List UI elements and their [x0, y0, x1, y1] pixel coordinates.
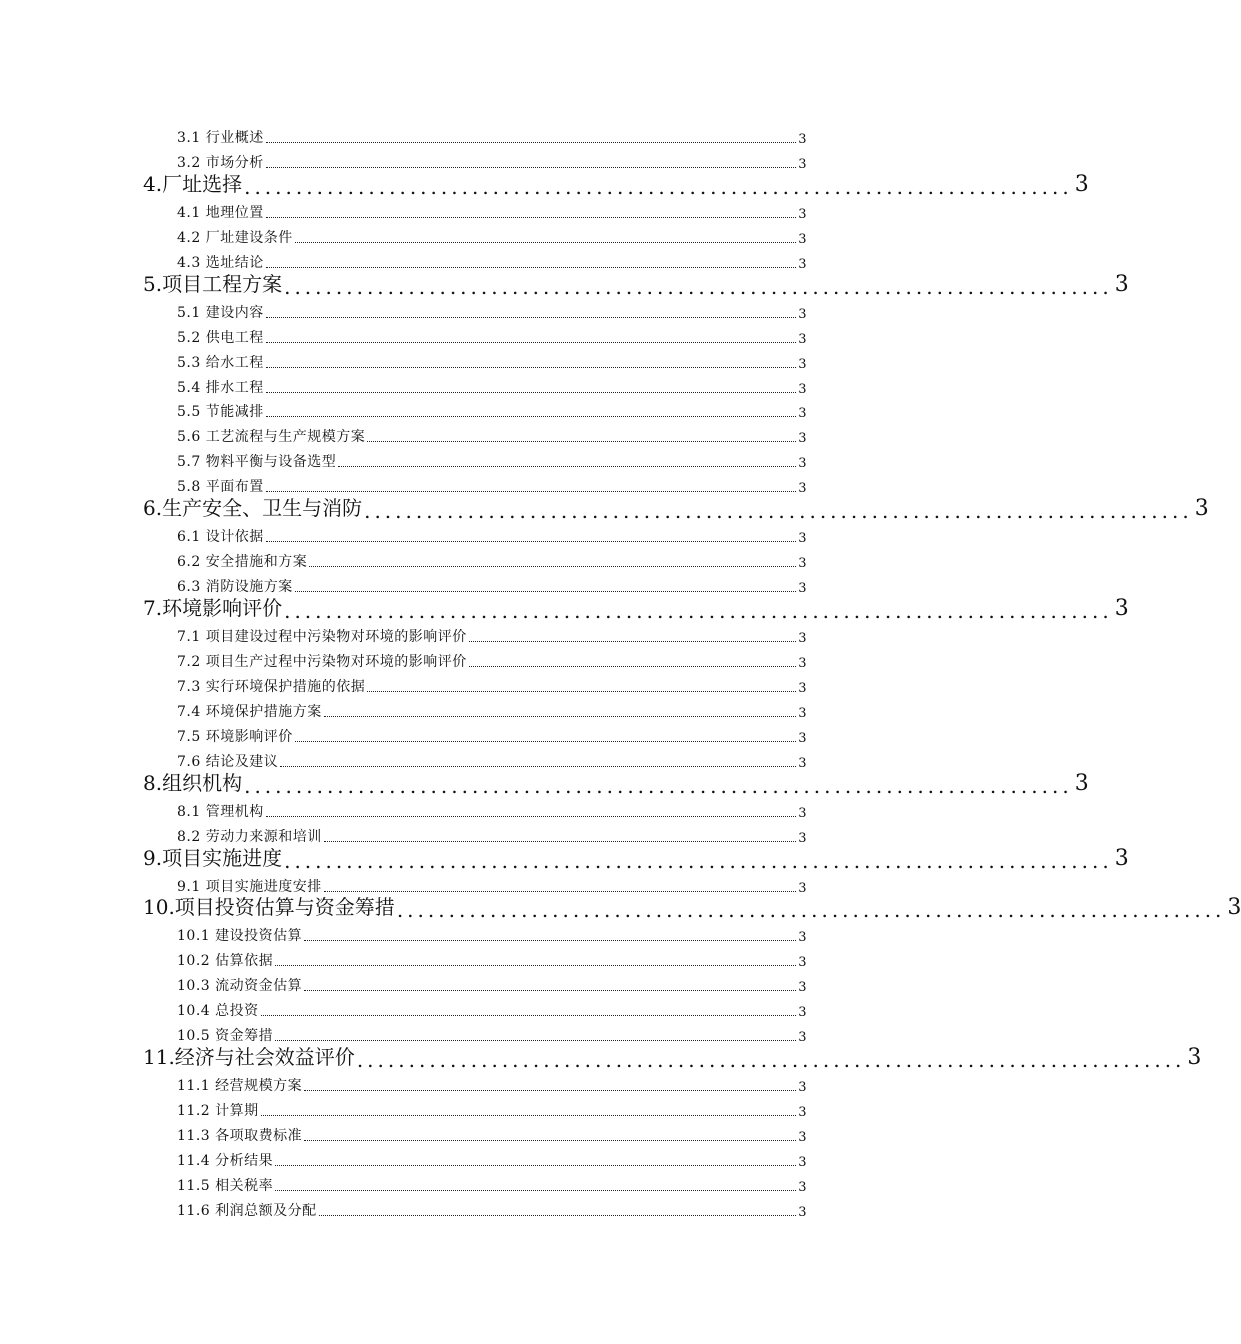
toc-section-entry[interactable]: [177, 1170, 807, 1195]
toc-page-number: 3: [798, 231, 807, 247]
toc-section-entry[interactable]: [177, 396, 807, 421]
toc-page-number: 3: [798, 1105, 807, 1121]
toc-entry-title: 6.1 设计依据: [177, 529, 264, 546]
toc-chapter-entry[interactable]: [143, 845, 1129, 873]
dot-leader: [304, 989, 796, 991]
dot-leader: [295, 241, 797, 243]
toc-section-entry[interactable]: [177, 1070, 807, 1095]
toc-entry-title: 11.1 经营规模方案: [177, 1078, 303, 1095]
toc-section-entry[interactable]: [177, 1145, 807, 1170]
toc-section-entry[interactable]: [177, 147, 807, 172]
toc-section-entry[interactable]: [177, 1095, 807, 1120]
dot-leader: ................................................................................: [396, 898, 1226, 923]
toc-section-entry[interactable]: [177, 122, 807, 147]
dot-leader: ................................................................................: [284, 274, 1113, 299]
toc-page-number: 3: [1227, 895, 1241, 921]
dot-leader: [319, 1214, 797, 1216]
toc-entry-title: 11.5 相关税率: [177, 1177, 274, 1194]
dot-leader: [304, 1089, 796, 1091]
toc-entry-title: 4.3 选址结论: [177, 254, 264, 271]
toc-entry-title: 10.5 资金筹措: [177, 1028, 274, 1045]
dot-leader: ................................................................................: [244, 174, 1073, 199]
toc-entry-title: 3.2 市场分析: [177, 154, 264, 171]
dot-leader: [469, 665, 797, 667]
toc-page-number: 3: [798, 356, 807, 372]
dot-leader: [295, 740, 797, 742]
toc-section-entry[interactable]: [177, 945, 807, 970]
dot-leader: [266, 166, 797, 168]
toc-section-entry[interactable]: [177, 920, 807, 945]
toc-page-number: 3: [798, 431, 807, 447]
toc-page-number: 3: [798, 880, 807, 896]
toc-page-number: 3: [798, 581, 807, 597]
toc-entry-title: 10.项目投资估算与资金筹措: [143, 895, 395, 920]
toc-section-entry[interactable]: [177, 521, 807, 546]
toc-section-entry[interactable]: [177, 322, 807, 347]
toc-chapter-entry[interactable]: [143, 1045, 1202, 1073]
toc-chapter-entry[interactable]: [143, 496, 1209, 524]
toc-entry-title: 6.3 消防设施方案: [177, 579, 293, 596]
toc-entry-title: 6.生产安全、卫生与消防: [143, 496, 363, 521]
toc-page-number: 3: [798, 306, 807, 322]
toc-entry-title: 4.1 地理位置: [177, 204, 264, 221]
toc-section-entry[interactable]: [177, 546, 807, 571]
dot-leader: [309, 565, 796, 567]
toc-page-number: 3: [798, 955, 807, 971]
toc-page-number: 3: [1074, 171, 1089, 197]
toc-page-number: 3: [798, 755, 807, 771]
toc-section-entry[interactable]: [177, 671, 807, 696]
toc-entry-title: 10.4 总投资: [177, 1003, 259, 1020]
dot-leader: [266, 341, 797, 343]
toc-entry-title: 7.2 项目生产过程中污染物对环境的影响评价: [177, 653, 467, 670]
toc-entry-title: 4.2 厂址建设条件: [177, 229, 293, 246]
dot-leader: [266, 216, 797, 218]
toc-entry-title: 10.1 建设投资估算: [177, 928, 303, 945]
dot-leader: [367, 690, 796, 692]
toc-page-number: 3: [798, 980, 807, 996]
toc-entry-title: 11.6 利润总额及分配: [177, 1202, 317, 1219]
toc-page-number: 3: [798, 930, 807, 946]
toc-page-number: 3: [798, 481, 807, 497]
toc-entry-title: 3.1 行业概述: [177, 130, 264, 146]
toc-page-number: 3: [798, 1005, 807, 1021]
toc-page-number: 3: [798, 1204, 807, 1220]
toc-entry-title: 10.3 流动资金估算: [177, 978, 303, 995]
toc-page-number: 3: [1114, 596, 1129, 622]
toc-chapter-entry[interactable]: [143, 596, 1129, 624]
toc-section-entry[interactable]: [177, 1195, 807, 1220]
dot-leader: ................................................................................: [244, 773, 1073, 798]
toc-section-entry[interactable]: [177, 696, 807, 721]
toc-entry-title: 5.3 给水工程: [177, 354, 264, 371]
dot-leader: [304, 1139, 796, 1141]
toc-entry-title: 6.2 安全措施和方案: [177, 554, 308, 571]
toc-page-number: 3: [1114, 845, 1129, 871]
dot-leader: [304, 939, 796, 941]
toc-entry-title: 5.项目工程方案: [143, 271, 283, 296]
dot-leader: [266, 815, 797, 817]
dot-leader: [266, 366, 797, 368]
toc-entry-title: 5.7 物料平衡与设备选型: [177, 454, 337, 471]
toc-section-entry[interactable]: [177, 746, 807, 771]
toc-entry-title: 7.4 环境保护措施方案: [177, 703, 322, 720]
toc-page-number: 3: [798, 381, 807, 397]
toc-entry-title: 5.2 供电工程: [177, 329, 264, 346]
toc-page-number: 3: [798, 1080, 807, 1096]
toc-chapter-entry[interactable]: [143, 770, 1089, 798]
dot-leader: [338, 465, 796, 467]
toc-entry-title: 11.4 分析结果: [177, 1152, 274, 1169]
toc-section-entry[interactable]: [177, 222, 807, 247]
toc-entry-title: 9.项目实施进度: [143, 845, 283, 870]
toc-page-number: 3: [798, 830, 807, 846]
toc-page-number: 3: [798, 556, 807, 572]
toc-page-number: 3: [798, 705, 807, 721]
toc-entry-title: 5.8 平面布置: [177, 479, 264, 496]
dot-leader: ................................................................................: [284, 599, 1113, 624]
toc-section-entry[interactable]: [177, 721, 807, 746]
toc-chapter-entry[interactable]: [143, 271, 1129, 299]
dot-leader: [324, 840, 797, 842]
toc-page-number: 3: [1074, 770, 1089, 796]
toc-entry-title: 8.2 劳动力来源和培训: [177, 828, 322, 845]
toc-entry-title: 7.环境影响评价: [143, 596, 283, 621]
toc-section-entry[interactable]: [177, 621, 807, 646]
dot-leader: [469, 640, 797, 642]
toc-section-entry[interactable]: [177, 646, 807, 671]
toc-page-number: 3: [798, 132, 807, 147]
dot-leader: [280, 765, 796, 767]
toc-page-number: 3: [798, 531, 807, 547]
toc-page-number: 3: [1114, 271, 1129, 297]
dot-leader: [295, 590, 797, 592]
dot-leader: [324, 715, 797, 717]
toc-page-number: 3: [798, 1154, 807, 1170]
toc-entry-title: 7.3 实行环境保护措施的依据: [177, 678, 366, 695]
dot-leader: [266, 316, 797, 318]
toc-entry-title: 5.4 排水工程: [177, 379, 264, 396]
toc-chapter-entry[interactable]: [143, 171, 1089, 199]
toc-page-number: 3: [1187, 1045, 1202, 1071]
toc-entry-title: 11.2 计算期: [177, 1103, 259, 1120]
toc-entry-title: 8.1 管理机构: [177, 803, 264, 820]
toc-section-entry[interactable]: [177, 796, 807, 821]
toc-entry-title: 9.1 项目实施进度安排: [177, 878, 322, 895]
dot-leader: [266, 540, 797, 542]
toc-entry-title: 7.1 项目建设过程中污染物对环境的影响评价: [177, 629, 467, 645]
dot-leader: [367, 440, 796, 442]
toc-section-entry[interactable]: [177, 421, 807, 446]
toc-page-number: 3: [798, 1130, 807, 1145]
toc-entry-title: 8.组织机构: [143, 770, 243, 795]
toc-section-entry[interactable]: [177, 446, 807, 471]
dot-leader: [261, 1114, 797, 1116]
dot-leader: [266, 415, 797, 417]
toc-entry-title: 5.5 节能减排: [177, 404, 264, 421]
toc-entry-title: 7.6 结论及建议: [177, 753, 279, 770]
toc-page-number: 3: [798, 1179, 807, 1195]
toc-page-number: 3: [798, 156, 807, 172]
toc-entry-title: 4.厂址选择: [143, 171, 243, 196]
toc-entry-title: 11.经济与社会效益评价: [143, 1045, 355, 1070]
toc-section-entry[interactable]: [177, 197, 807, 222]
toc-section-entry[interactable]: [177, 995, 807, 1020]
toc-page-number: 3: [798, 256, 807, 272]
toc-page-number: 3: [1194, 496, 1209, 522]
toc-section-entry[interactable]: [177, 347, 807, 372]
toc-page-number: 3: [798, 206, 807, 222]
toc-page-number: 3: [798, 331, 807, 347]
toc-page-number: 3: [798, 680, 807, 696]
toc-section-entry[interactable]: [177, 297, 807, 322]
toc-section-entry[interactable]: [177, 372, 807, 397]
toc-section-entry[interactable]: [177, 970, 807, 995]
toc-entry-title: 11.3 各项取费标准: [177, 1128, 303, 1144]
dot-leader: [266, 141, 797, 143]
toc-page-number: 3: [798, 631, 807, 646]
toc-page-number: 3: [798, 456, 807, 472]
dot-leader: [266, 266, 797, 268]
dot-leader: ................................................................................: [356, 1048, 1186, 1073]
toc-entry-title: 10.2 估算依据: [177, 953, 274, 970]
toc-entry-title: 5.1 建设内容: [177, 304, 264, 321]
toc-chapter-entry[interactable]: [143, 895, 1241, 923]
toc-section-entry[interactable]: [177, 1120, 807, 1145]
toc-page-number: 3: [798, 730, 807, 746]
dot-leader: ................................................................................: [284, 848, 1113, 873]
toc-page-number: 3: [798, 655, 807, 671]
toc-entry-title: 7.5 环境影响评价: [177, 728, 293, 745]
dot-leader: [266, 391, 797, 393]
toc-entry-title: 5.6 工艺流程与生产规模方案: [177, 429, 366, 446]
dot-leader: [275, 1164, 796, 1166]
toc-page-number: 3: [798, 406, 807, 422]
dot-leader: [275, 964, 796, 966]
toc-page-number: 3: [798, 1030, 807, 1046]
dot-leader: [261, 1014, 797, 1016]
dot-leader: ................................................................................: [364, 499, 1193, 524]
toc-page-number: 3: [798, 805, 807, 821]
dot-leader: [275, 1189, 796, 1191]
